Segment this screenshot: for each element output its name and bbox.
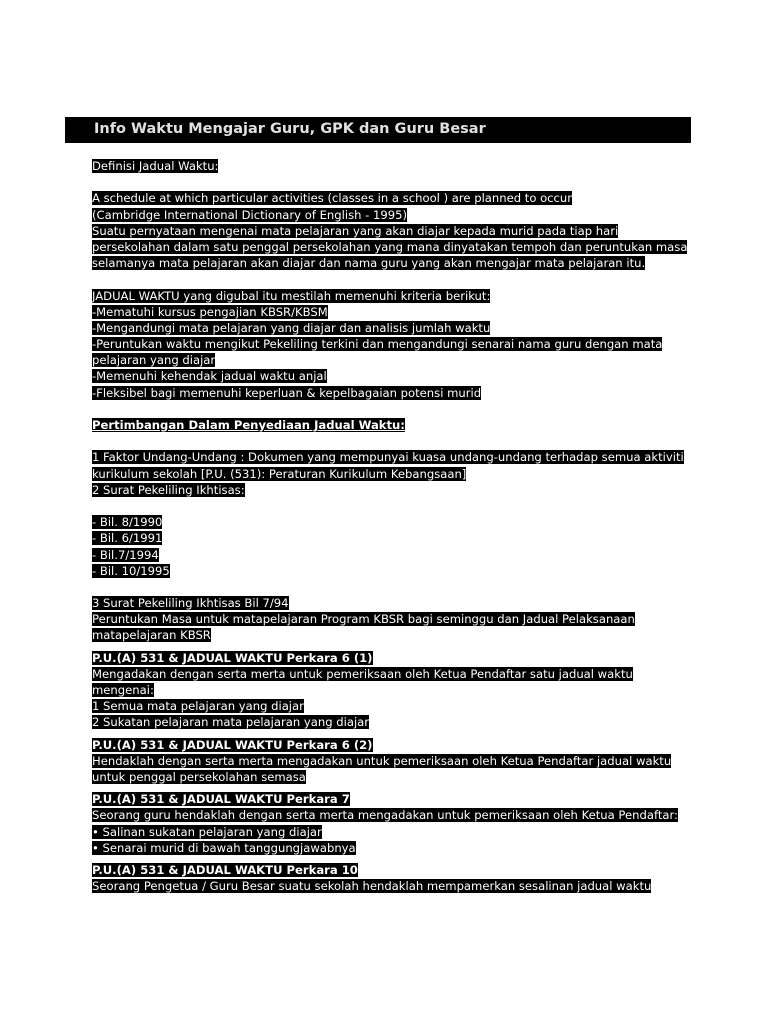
text-line: persekolahan dalam satu penggal persekolahan yang mana dinyatakan tempoh dan peruntukan masa bbox=[92, 239, 688, 254]
text-line: 3 Surat Pekeliling Ikhtisas Bil 7/94 bbox=[92, 596, 289, 611]
text-line: (Cambridge International Dictionary of English - 1995) bbox=[92, 207, 408, 222]
list-item: -Peruntukan waktu mengikut Pekeliling terkini dan mengandungi senarai nama guru dengan mata bbox=[92, 337, 663, 352]
section-heading: P.U.(A) 531 & JADUAL WAKTU Perkara 7 bbox=[92, 792, 350, 807]
text-line: Definisi Jadual Waktu: bbox=[92, 159, 219, 173]
list-item: - Bil. 10/1995 bbox=[92, 563, 170, 578]
list-item: • Senarai murid di bawah tanggungjawabnya bbox=[92, 840, 356, 855]
list-item: • Salinan sukatan pelajaran yang diajar bbox=[92, 824, 322, 839]
text-line: matapelajaran KBSR bbox=[92, 628, 211, 643]
section-heading: Pertimbangan Dalam Penyediaan Jadual Waktu: bbox=[92, 418, 405, 432]
page-title: Info Waktu Mengajar Guru, GPK dan Guru Besar bbox=[94, 121, 486, 137]
text-line: Seorang Pengetua / Guru Besar suatu sekolah hendaklah mempamerkan sesalinan jadual waktu bbox=[92, 879, 652, 894]
text-line: JADUAL WAKTU yang digubal itu mestilah memenuhi kriteria berikut: bbox=[92, 288, 491, 303]
text-line: selamanya mata pelajaran akan diajar dan nama guru yang akan mengajar mata pelajaran itu. bbox=[92, 256, 646, 271]
text-line: mengenai: bbox=[92, 683, 154, 697]
text-line: Hendaklah dengan serta merta mengadakan untuk pemeriksaan oleh Ketua Pendaftar jadual waktu bbox=[92, 753, 672, 768]
list-item: -Mematuhi kursus pengajian KBSR/KBSM bbox=[92, 304, 328, 319]
list-item: pelajaran yang diajar bbox=[92, 353, 216, 368]
list-item: - Bil. 6/1991 bbox=[92, 531, 163, 546]
text-line: 1 Faktor Undang-Undang : Dokumen yang mempunyai kuasa undang-undang terhadap semua aktiviti bbox=[92, 450, 684, 465]
list-item: -Fleksibel bagi memenuhi keperluan & kepelbagaian potensi murid bbox=[92, 385, 482, 400]
text-line: Mengadakan dengan serta merta untuk pemeriksaan oleh Ketua Pendaftar satu jadual waktu bbox=[92, 666, 633, 681]
list-item: -Memenuhi kehendak jadual waktu anjal bbox=[92, 369, 327, 384]
list-item: 2 Sukatan pelajaran mata pelajaran yang diajar bbox=[92, 715, 370, 730]
list-item: - Bil. 8/1990 bbox=[92, 515, 163, 530]
section-heading: P.U.(A) 531 & JADUAL WAKTU Perkara 6 (1) bbox=[92, 650, 373, 665]
text-line: 2 Surat Pekeliling Ikhtisas: bbox=[92, 482, 245, 497]
title-bar bbox=[65, 117, 691, 143]
section-heading: P.U.(A) 531 & JADUAL WAKTU Perkara 10 bbox=[92, 862, 358, 877]
list-item: 1 Semua mata pelajaran yang diajar bbox=[92, 699, 304, 714]
text-line: untuk penggal persekolahan semasa bbox=[92, 769, 306, 784]
text-line: Peruntukan Masa untuk matapelajaran Program KBSR bagi seminggu dan Jadual Pelaksanaan bbox=[92, 612, 635, 627]
text-line: Seorang guru hendaklah dengan serta merta mengadakan untuk pemeriksaan oleh Ketua Pendaftar: bbox=[92, 808, 678, 823]
document-body bbox=[92, 158, 692, 894]
text-line: A schedule at which particular activities (classes in a school ) are planned to occur bbox=[92, 191, 573, 206]
section-heading: P.U.(A) 531 & JADUAL WAKTU Perkara 6 (2) bbox=[92, 737, 373, 752]
text-line: kurikulum sekolah [P.U. (531): Peraturan Kurikulum Kebangsaan] bbox=[92, 466, 467, 481]
text-line: Suatu pernyataan mengenai mata pelajaran yang akan diajar kepada murid pada tiap hari bbox=[92, 223, 619, 238]
list-item: - Bil.7/1994 bbox=[92, 547, 159, 562]
list-item: -Mengandungi mata pelajaran yang diajar dan analisis jumlah waktu bbox=[92, 320, 491, 335]
